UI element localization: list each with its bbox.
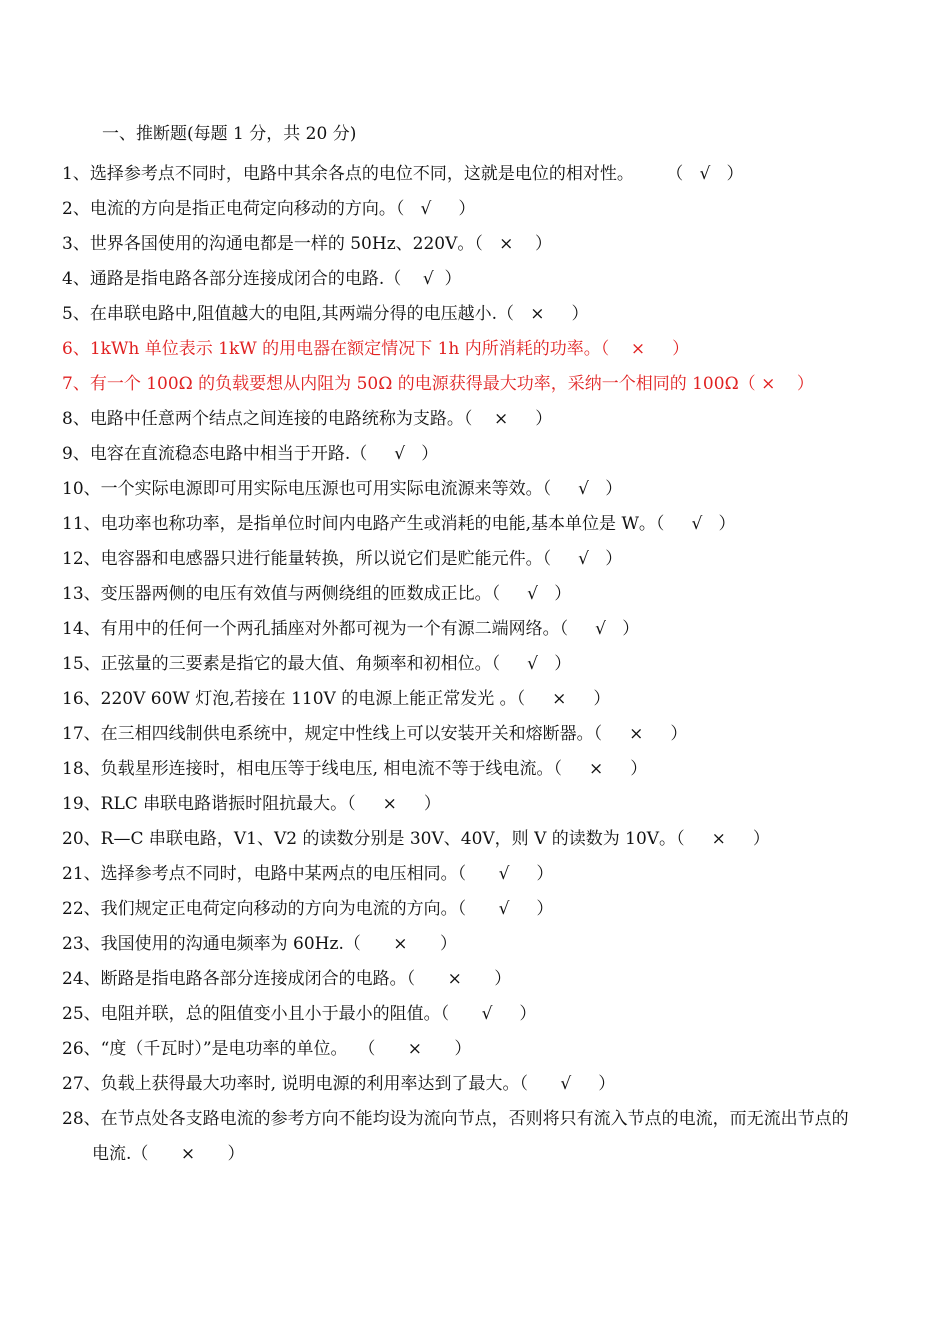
question-item bbox=[62, 192, 862, 227]
question-item bbox=[62, 787, 862, 822]
question-text: 电流的方向是指正电荷定向移动的方向。 bbox=[89, 199, 396, 219]
answer-mark: （ × ） bbox=[600, 339, 690, 359]
question-text: 选择参考点不同时，电路中其余各点的电位不同，这就是电位的相对性。 bbox=[89, 164, 634, 184]
question-item bbox=[62, 1067, 862, 1102]
question-item bbox=[62, 472, 862, 507]
answer-mark: （ × ） bbox=[343, 934, 457, 954]
question-item-highlighted bbox=[62, 332, 862, 367]
question-item bbox=[62, 647, 862, 682]
question-item bbox=[62, 507, 862, 542]
question-number: 24、 bbox=[62, 969, 101, 989]
question-item bbox=[62, 542, 862, 577]
question-text: 电容器和电感器只进行能量转换，所以说它们是贮能元件。 bbox=[100, 549, 543, 569]
question-item bbox=[62, 437, 862, 472]
question-number: 10、 bbox=[62, 479, 101, 499]
question-item bbox=[62, 717, 862, 752]
question-item bbox=[62, 1032, 862, 1067]
question-number: 18、 bbox=[62, 759, 101, 779]
question-text: 我们规定正电荷定向移动的方向为电流的方向。 bbox=[100, 899, 458, 919]
answer-mark: （ × ） bbox=[738, 374, 814, 394]
question-number: 26、 bbox=[62, 1039, 101, 1059]
answer-mark: （ √ ） bbox=[457, 864, 554, 884]
question-text: 在节点处各支路电流的参考方向不能均设为流向节点，否则将只有流入节点的电流，而无流出节点的电流. bbox=[92, 1109, 849, 1164]
question-number: 23、 bbox=[62, 934, 101, 954]
question-number: 15、 bbox=[62, 654, 101, 674]
question-text: 通路是指电路各部分连接成闭合的电路. bbox=[89, 269, 385, 289]
question-number: 3、 bbox=[62, 234, 90, 254]
answer-mark: （ × ） bbox=[593, 724, 688, 744]
answer-mark: （ × ） bbox=[406, 969, 512, 989]
section-title: 一、推断题(每题 1 分，共 20 分) bbox=[102, 124, 357, 144]
answer-mark: （ √ ） bbox=[519, 1074, 616, 1094]
question-text: 世界各国使用的沟通电都是一样的 50Hz、220V。 bbox=[89, 234, 475, 254]
question-item bbox=[62, 227, 862, 262]
question-item bbox=[62, 857, 862, 892]
question-text: RLC 串联电路谐振时阻抗最大。 bbox=[100, 794, 348, 814]
answer-mark: （ √ ） bbox=[440, 1004, 537, 1024]
answer-mark: （ √ ） bbox=[655, 514, 736, 534]
question-text: 220V 60W 灯泡,若接在 110V 的电源上能正常发光 。 bbox=[100, 689, 517, 709]
question-number: 14、 bbox=[62, 619, 101, 639]
question-number: 12、 bbox=[62, 549, 101, 569]
question-text: 正弦量的三要素是指它的最大值、角频率和初相位。 bbox=[100, 654, 492, 674]
question-text: R—C 串联电路，V1、V2 的读数分别是 30V、40V，则 V 的读数为 10V。 bbox=[100, 829, 677, 849]
question-number: 6、 bbox=[62, 339, 90, 359]
answer-mark: （ √ ） bbox=[542, 549, 623, 569]
answer-mark: （ √ ） bbox=[559, 619, 640, 639]
question-list bbox=[62, 157, 862, 1172]
question-number: 11、 bbox=[62, 514, 101, 534]
question-number: 27、 bbox=[62, 1074, 101, 1094]
question-text: 电功率也称功率，是指单位时间内电路产生或消耗的电能,基本单位是 W。 bbox=[100, 514, 656, 534]
answer-mark: （ × ） bbox=[497, 304, 589, 324]
answer-mark: （ √ ） bbox=[350, 444, 439, 464]
question-number: 19、 bbox=[62, 794, 101, 814]
answer-mark: （ √ ） bbox=[491, 584, 572, 604]
answer-mark: （ × ） bbox=[131, 1144, 245, 1164]
question-number: 7、 bbox=[62, 374, 90, 394]
question-text: 有一个 100Ω 的负载要想从内阻为 50Ω 的电源获得最大功率，采纳一个相同的 100Ω bbox=[89, 374, 739, 394]
question-text: 在三相四线制供电系统中，规定中性线上可以安装开关和熔断器。 bbox=[100, 724, 594, 744]
answer-mark: （ √ ） bbox=[384, 269, 462, 289]
question-item bbox=[62, 1102, 862, 1172]
answer-mark: （ × ） bbox=[347, 794, 441, 814]
question-number: 13、 bbox=[62, 584, 101, 604]
question-number: 16、 bbox=[62, 689, 101, 709]
answer-mark: （ × ） bbox=[463, 409, 553, 429]
question-number: 8、 bbox=[62, 409, 90, 429]
question-number: 21、 bbox=[62, 864, 101, 884]
question-text: 负载上获得最大功率时, 说明电源的利用率达到了最大。 bbox=[100, 1074, 520, 1094]
question-item bbox=[62, 962, 862, 997]
question-number: 20、 bbox=[62, 829, 101, 849]
question-text: 电路中任意两个结点之间连接的电路统称为支路。 bbox=[89, 409, 464, 429]
question-item bbox=[62, 262, 862, 297]
question-text: 1kWh 单位表示 1kW 的用电器在额定情况下 1h 内所消耗的功率。 bbox=[89, 339, 601, 359]
question-number: 1、 bbox=[62, 164, 90, 184]
question-item bbox=[62, 822, 862, 857]
question-number: 9、 bbox=[62, 444, 90, 464]
question-item bbox=[62, 157, 862, 192]
answer-mark: （ × ） bbox=[347, 1039, 472, 1059]
question-item bbox=[62, 752, 862, 787]
question-text: 一个实际电源即可用实际电压源也可用实际电流源来等效。 bbox=[100, 479, 543, 499]
question-text: 断路是指电路各部分连接成闭合的电路。 bbox=[100, 969, 407, 989]
question-item bbox=[62, 682, 862, 717]
question-item bbox=[62, 577, 862, 612]
question-text: 负载星形连接时，相电压等于线电压, 相电流不等于线电流。 bbox=[100, 759, 554, 779]
answer-mark: （ × ） bbox=[676, 829, 770, 849]
answer-mark: （ × ） bbox=[474, 234, 552, 254]
question-text: 电容在直流稳态电路中相当于开路. bbox=[89, 444, 351, 464]
answer-mark: （ √ ） bbox=[457, 899, 554, 919]
answer-mark: （ × ） bbox=[553, 759, 648, 779]
answer-mark: （ × ） bbox=[516, 689, 611, 709]
question-number: 17、 bbox=[62, 724, 101, 744]
question-text: 在串联电路中,阻值越大的电阻,其两端分得的电压越小. bbox=[89, 304, 498, 324]
question-text: 电阻并联，总的阻值变小且小于最小的阻值。 bbox=[100, 1004, 441, 1024]
question-text: 选择参考点不同时，电路中某两点的电压相同。 bbox=[100, 864, 458, 884]
question-item bbox=[62, 997, 862, 1032]
question-number: 4、 bbox=[62, 269, 90, 289]
question-item bbox=[62, 927, 862, 962]
question-item bbox=[62, 892, 862, 927]
answer-mark: （ √ ） bbox=[395, 199, 476, 219]
question-text: “度（千瓦时）”是电功率的单位。 bbox=[100, 1039, 348, 1059]
question-number: 22、 bbox=[62, 899, 101, 919]
answer-mark: （ √ ） bbox=[542, 479, 623, 499]
question-item bbox=[62, 297, 862, 332]
question-item bbox=[62, 612, 862, 647]
question-item bbox=[62, 402, 862, 437]
question-number: 25、 bbox=[62, 1004, 101, 1024]
answer-mark: （ √ ） bbox=[633, 164, 744, 184]
question-number: 28、 bbox=[62, 1109, 101, 1129]
question-text: 我国使用的沟通电频率为 60Hz. bbox=[100, 934, 344, 954]
question-text: 变压器两侧的电压有效值与两侧绕组的匝数成正比。 bbox=[100, 584, 492, 604]
answer-mark: （ √ ） bbox=[491, 654, 572, 674]
question-item-highlighted bbox=[62, 367, 862, 402]
question-number: 2、 bbox=[62, 199, 90, 219]
question-text: 有用中的任何一个两孔插座对外都可视为一个有源二端网络。 bbox=[100, 619, 560, 639]
question-number: 5、 bbox=[62, 304, 90, 324]
